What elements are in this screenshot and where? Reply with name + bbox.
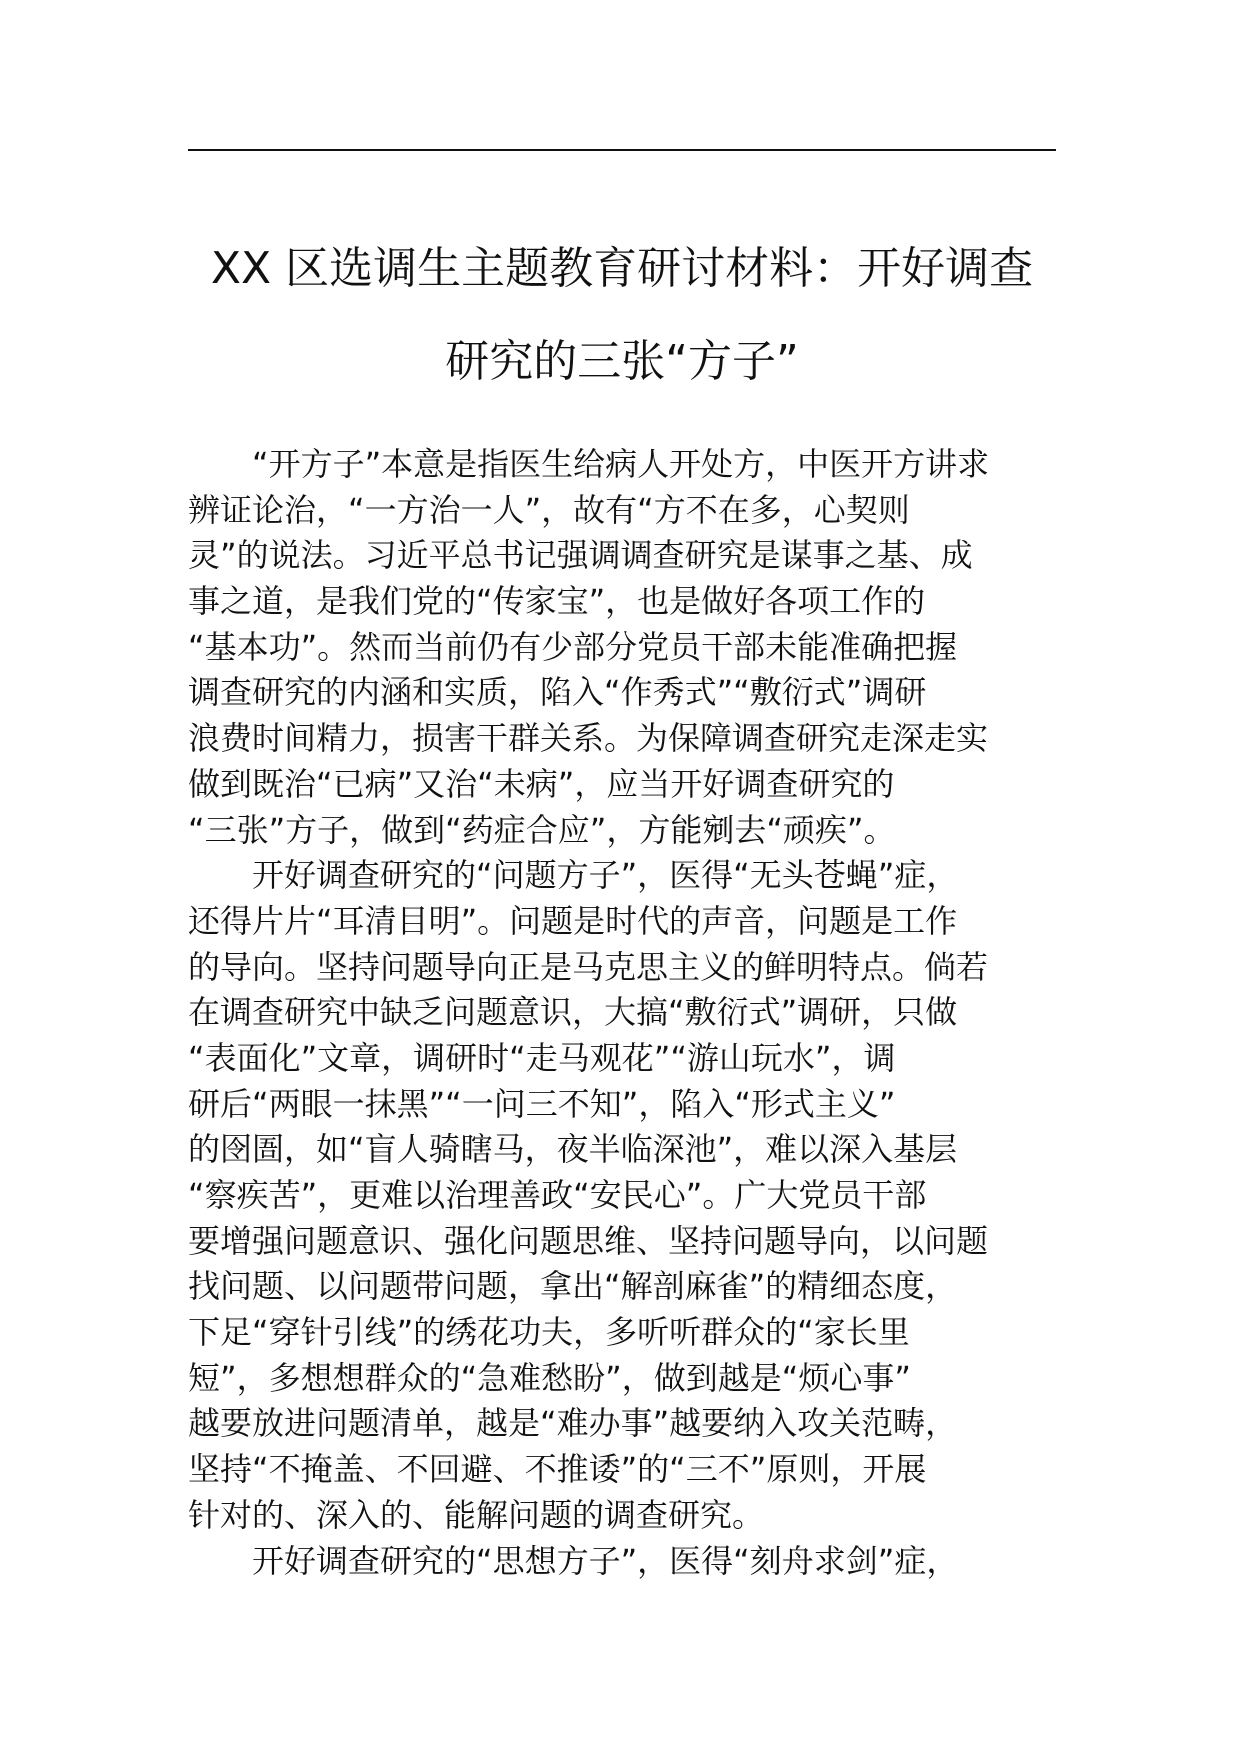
paragraph-2-line: 短”，多想想群众的“急难愁盼”，做到越是“烦心事” bbox=[188, 1358, 911, 1397]
paragraph-1-line: 浪费时间精力，损害干群关系。为保障调查研究走深走实 bbox=[188, 719, 989, 758]
paragraph-2-line: “察疾苦”，更难以治理善政“安民心”。广大党员干部 bbox=[188, 1176, 927, 1214]
header-rule bbox=[188, 149, 1056, 151]
paragraph-1-line: 灵”的说法。习近平总书记强调调查研究是谋事之基、成 bbox=[188, 536, 973, 575]
paragraph-2-line: 研后“两眼一抹黑”“一问三不知”，陷入“形式主义” bbox=[188, 1084, 896, 1123]
paragraph-2-line: 下足“穿针引线”的绣花功夫，多听听群众的“家长里 bbox=[188, 1313, 910, 1352]
paragraph-1-line: 做到既治“已病”又治“未病”，应当开好调查研究的 bbox=[188, 764, 895, 803]
paragraph-1-line: 事之道，是我们党的“传家宝”，也是做好各项工作的 bbox=[188, 582, 926, 621]
paragraph-1-line: “三张”方子，做到“药症合应”，方能剜去“顽疾”。 bbox=[188, 810, 896, 849]
paragraph-2-line: 找问题、以问题带问题，拿出“解剖麻雀”的精细态度， bbox=[188, 1267, 958, 1306]
paragraph-2-line: 在调查研究中缺乏问题意识，大搞“敷衍式”调研，只做 bbox=[188, 993, 958, 1032]
paragraph-2-line: 开好调查研究的“问题方子”，医得“无头苍蝇”症， bbox=[252, 856, 959, 895]
paragraph-2-line: 要增强问题意识、强化问题思维、坚持问题导向，以问题 bbox=[188, 1221, 989, 1260]
title-line: 研究的三张“方子” bbox=[445, 336, 799, 387]
paragraph-3-line: 开好调查研究的“思想方子”，医得“刻舟求剑”症， bbox=[252, 1541, 959, 1580]
document-title bbox=[188, 222, 1056, 408]
paragraph-2-line: 针对的、深入的、能解问题的调查研究。 bbox=[188, 1495, 765, 1534]
paragraph-2-line: “表面化”文章，调研时“走马观花”“游山玩水”，调 bbox=[188, 1038, 896, 1077]
title-line: XX 区选调生主题教育研讨材料：开好调查 bbox=[210, 243, 1034, 294]
paragraph-1-line: “开方子”本意是指医生给病人开处方，中医开方讲求 bbox=[252, 445, 990, 483]
paragraph-2-line: 坚持“不掩盖、不回避、不推诿”的“三不”原则，开展 bbox=[188, 1450, 927, 1489]
paragraph-1-line: “基本功”。然而当前仍有少部分党员干部未能准确把握 bbox=[188, 627, 958, 666]
paragraph-2-line: 的导向。坚持问题导向正是马克思主义的鲜明特点。倘若 bbox=[188, 947, 989, 986]
paragraph-1-line: 调查研究的内涵和实质，陷入“作秀式”“敷衍式”调研 bbox=[188, 673, 927, 712]
paragraph-2-line: 的囹圄，如“盲人骑瞎马，夜半临深池”，难以深入基层 bbox=[188, 1130, 958, 1169]
paragraph-2-line: 越要放进问题清单，越是“难办事”越要纳入攻关范畴， bbox=[188, 1404, 958, 1443]
document-body bbox=[188, 442, 1068, 1584]
paragraph-1-line: 辨证论治，“一方治一人”，故有“方不在多，心契则 bbox=[188, 490, 910, 529]
paragraph-2-line: 还得片片“耳清目明”。问题是时代的声音，问题是工作 bbox=[188, 901, 958, 940]
